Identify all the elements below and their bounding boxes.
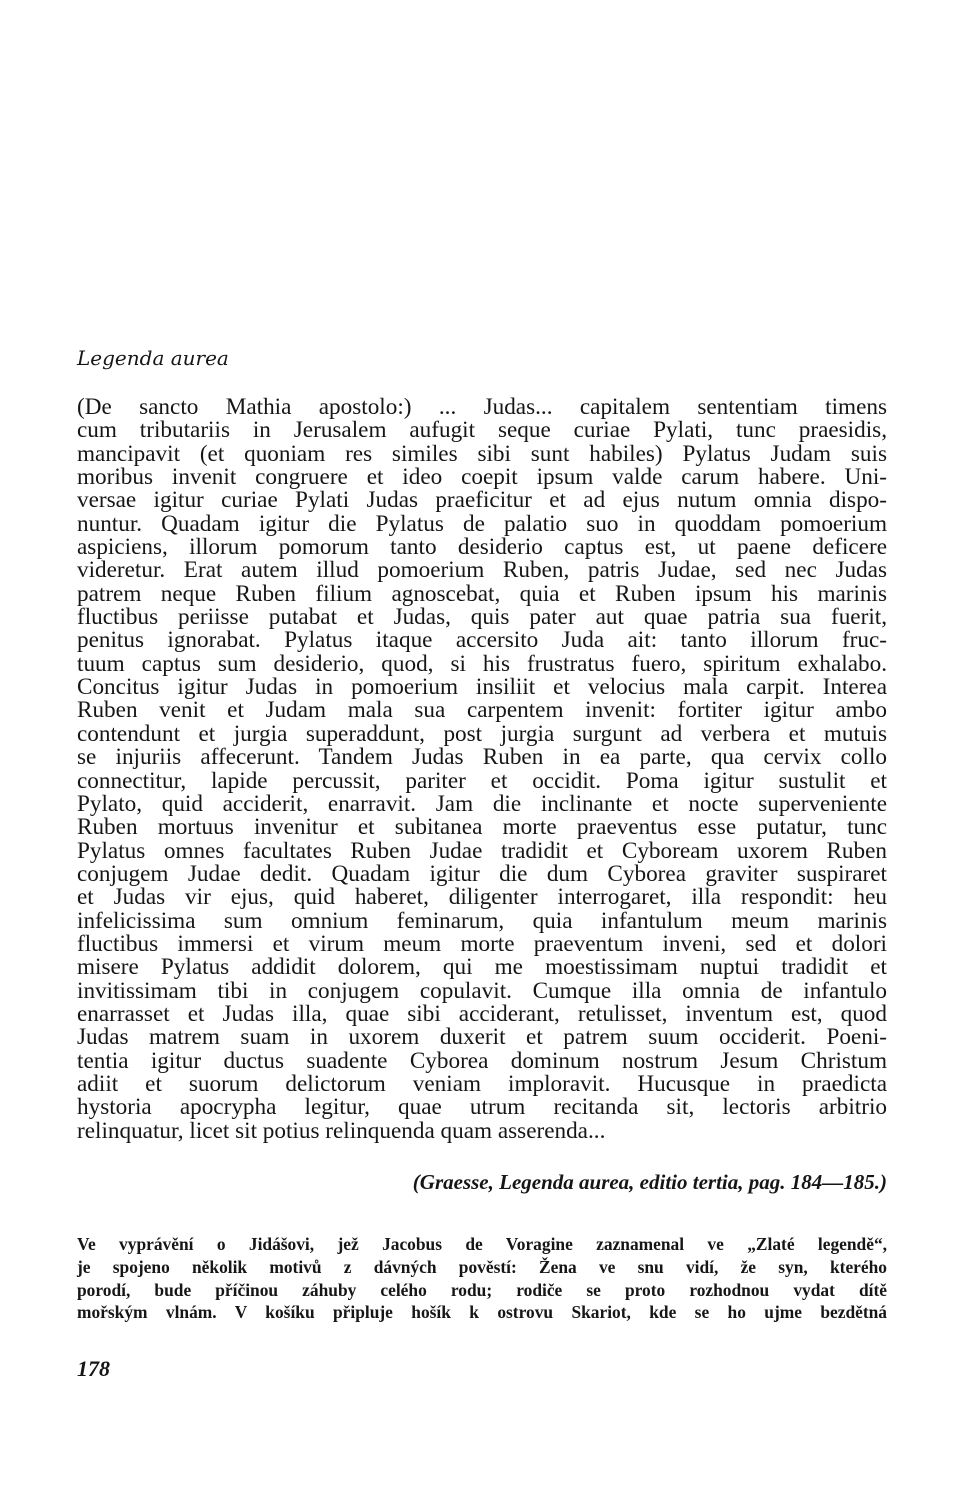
latin-text-line: Ruben mortuus invenitur et subitanea morte praeventus esse putatur, tunc (77, 814, 887, 841)
latin-text-line: infelicissima sum omnium feminarum, quia infantulum meum marinis (77, 907, 887, 934)
latin-text-line: (De sancto Mathia apostolo:) ... Judas... capitalem sententiam timens (77, 394, 887, 420)
czech-text-line: porodí, bude příčinou záhuby celého rodu; rodiče se proto rozhodnou vydat dítě (77, 1279, 887, 1300)
section-heading: Legenda aurea (77, 346, 229, 370)
latin-text-line: Concitus igitur Judas in pomoerium insiliit et velocius mala carpit. Interea (77, 674, 887, 701)
latin-text-line: relinquatur, licet sit potius relinquenda quam asserenda... (77, 1117, 606, 1144)
latin-text-line: misere Pylatus addidit dolorem, qui me moestissimam nuptui tradidit et (77, 954, 887, 981)
latin-text-line: invitissimam tibi in conjugem copulavit. Cumque illa omnia de infantulo (77, 977, 887, 1004)
latin-text-line: Pylato, quid acciderit, enarravit. Jam die inclinante et nocte superveniente (77, 790, 887, 817)
latin-text-line: Judas matrem suam in uxorem duxerit et patrem suum occiderit. Poeni- (77, 1024, 887, 1051)
latin-text-line: mancipavit (et quoniam res similes sibi sunt habiles) Pylatus Judam suis (77, 440, 887, 467)
latin-text-line: enarrasset et Judas illa, quae sibi acciderant, retulisset, inventum est, quod (77, 1000, 887, 1027)
latin-text-line: videretur. Erat autem illud pomoerium Ruben, patris Judae, sed nec Judas (77, 557, 887, 584)
latin-text-line: aspiciens, illorum pomorum tanto desiderio captus est, ut paene deficere (77, 534, 887, 561)
czech-text-line: je spojeno několik motivů z dávných pověstí: Žena ve snu vidí, že syn, kterého (77, 1256, 887, 1277)
latin-text-line: moribus invenit congruere et ideo coepit ipsum valde carum habere. Uni- (77, 464, 887, 491)
czech-commentary (77, 1233, 887, 1324)
latin-excerpt (77, 396, 887, 1143)
latin-text-line: cum tributariis in Jerusalem aufugit seque curiae Pylati, tunc praesidis, (77, 417, 887, 444)
latin-text-line: tuum captus sum desiderio, quod, si his frustratus fuero, spiritum exhalabo. (77, 650, 887, 677)
latin-text-line: connectitur, lapide percussit, pariter et occidit. Poma igitur sustulit et (77, 767, 887, 794)
source-citation: (Graesse, Legenda aurea, editio tertia, pag. 184—185.) (412, 1170, 887, 1194)
latin-text-line: se injuriis affecerunt. Tandem Judas Ruben in ea parte, qua cervix collo (77, 744, 887, 771)
latin-text-line: patrem neque Ruben filium agnoscebat, quia et Ruben ipsum his marinis (77, 580, 887, 607)
latin-text-line: fluctibus periisse putabat et Judas, quis pater aut quae patria sua fuerit, (77, 604, 887, 631)
latin-text-line: fluctibus immersi et virum meum morte praeventum inveni, sed et dolori (77, 930, 887, 957)
czech-text-line: Ve vyprávění o Jidášovi, jež Jacobus de Voragine zaznamenal ve „Zlaté legendě“, (77, 1234, 887, 1254)
latin-text-line: nuntur. Quadam igitur die Pylatus de palatio suo in quoddam pomoerium (77, 510, 887, 537)
latin-text-line: Pylatus omnes facultates Ruben Judae tradidit et Cyboream uxorem Ruben (77, 837, 887, 864)
latin-text-line: contendunt et jurgia superaddunt, post jurgia surgunt ad verbera et mutuis (77, 720, 887, 747)
latin-text-line: Ruben venit et Judam mala sua carpentem invenit: fortiter igitur ambo (77, 697, 887, 724)
latin-text-line: tentia igitur ductus suadente Cyborea dominum nostrum Jesum Christum (77, 1047, 887, 1074)
latin-text-line: hystoria apocrypha legitur, quae utrum recitanda sit, lectoris arbitrio (77, 1094, 887, 1121)
latin-text-line: conjugem Judae dedit. Quadam igitur die dum Cyborea graviter suspiraret (77, 860, 887, 887)
latin-text-line: et Judas vir ejus, quid haberet, diligenter interrogaret, illa respondit: heu (77, 884, 887, 911)
czech-text-line: mořským vlnám. V košíku připluje hošík k ostrovu Skariot, kde se ho ujme bezdětná (77, 1302, 887, 1323)
latin-text-line: penitus ignorabat. Pylatus itaque accersito Juda ait: tanto illorum fruc- (77, 627, 887, 654)
latin-text-line: versae igitur curiae Pylati Judas praeficitur et ad ejus nutum omnia dispo- (77, 487, 887, 514)
latin-text-line: adiit et suorum delictorum veniam imploravit. Hucusque in praedicta (77, 1070, 887, 1097)
page-number: 178 (77, 1356, 110, 1381)
